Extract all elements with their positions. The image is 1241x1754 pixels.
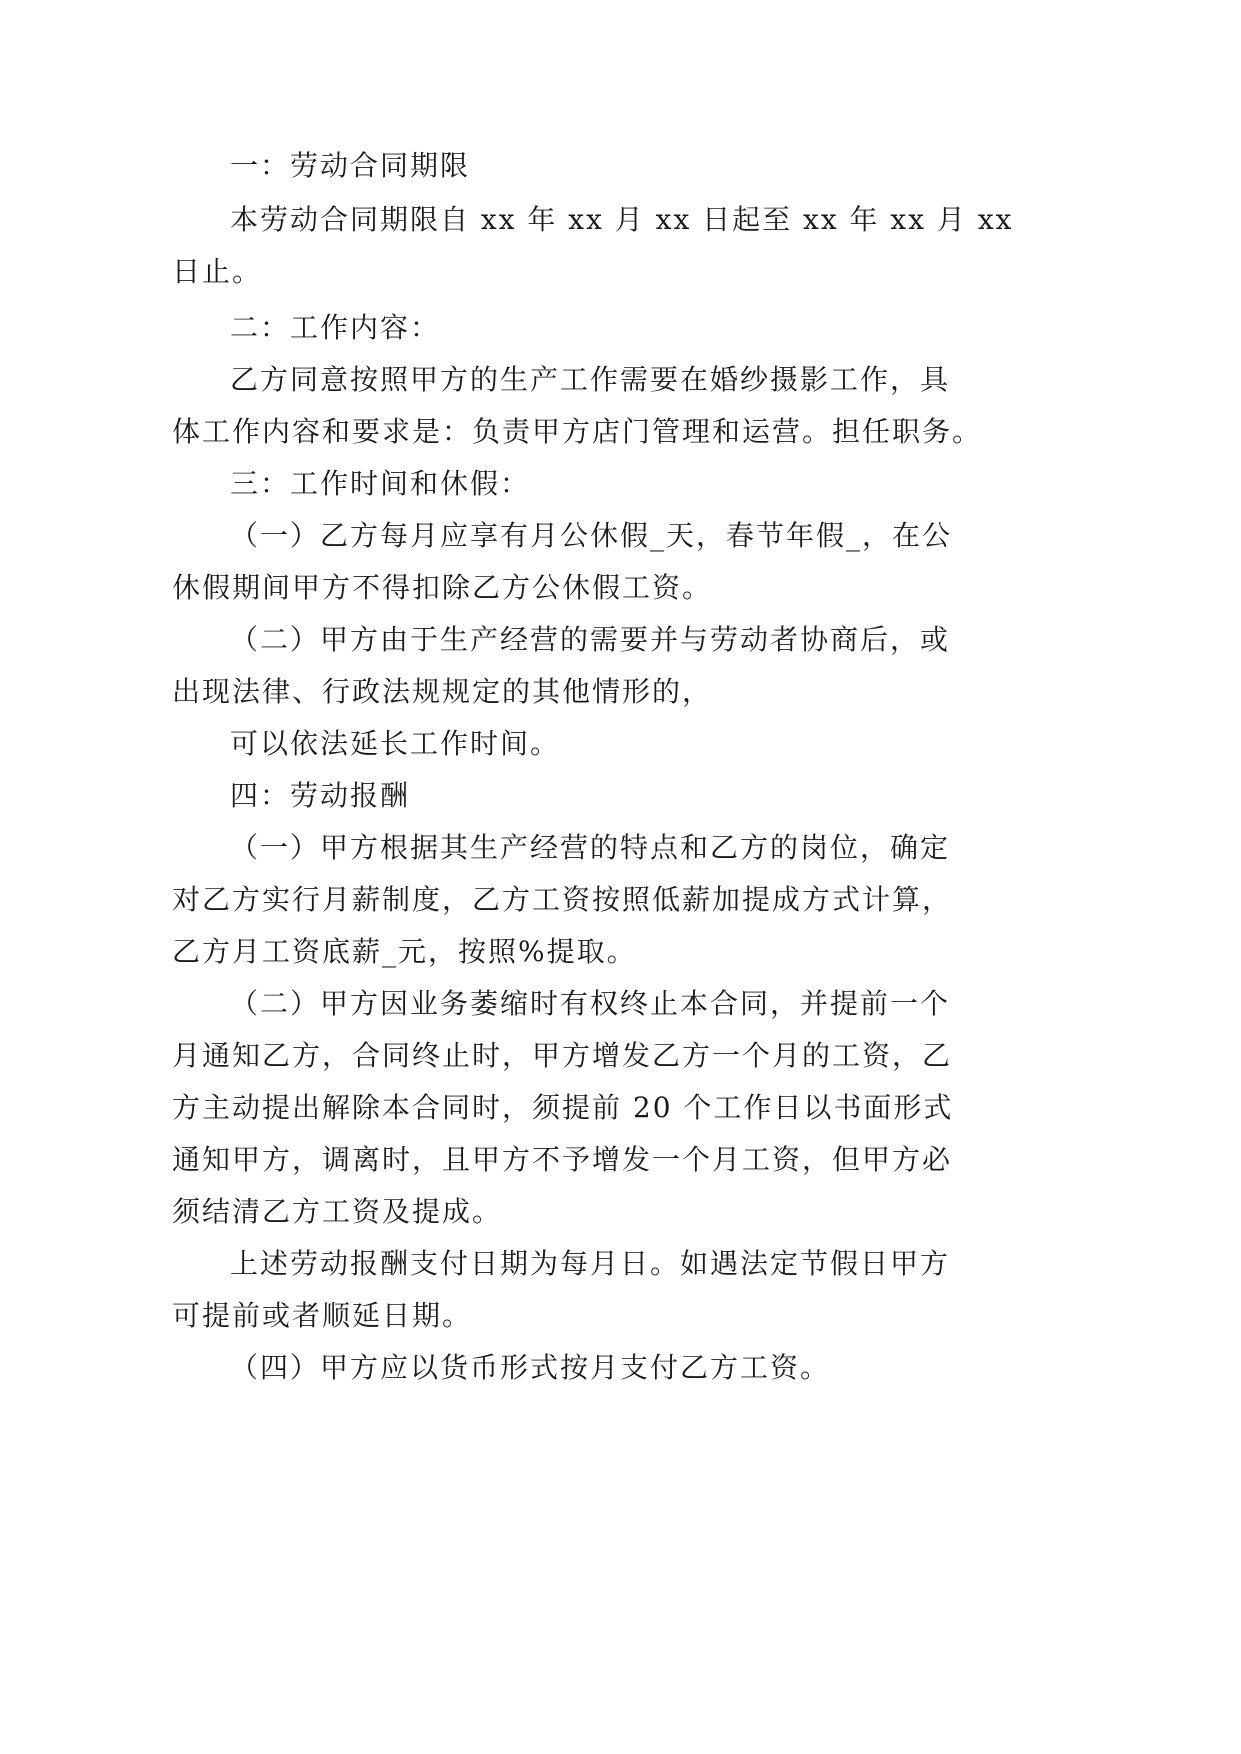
section-heading: 二：工作内容： (230, 311, 441, 344)
paragraph-line: 上述劳动报酬支付日期为每月日。如遇法定节假日甲方 (230, 1247, 951, 1280)
paragraph-line: 对乙方实行月薪制度，乙方工资按照低薪加提成方式计算， (172, 883, 953, 916)
section-heading: 四：劳动报酬 (230, 779, 411, 812)
paragraph-line: （四）甲方应以货币形式按月支付乙方工资。 (230, 1351, 831, 1384)
paragraph-line: 休假期间甲方不得扣除乙方公休假工资。 (172, 571, 713, 604)
paragraph-line: （二）甲方因业务萎缩时有权终止本合同，并提前一个 (230, 987, 951, 1020)
paragraph-line: 通知甲方，调离时，且甲方不予增发一个月工资，但甲方必 (172, 1143, 953, 1176)
paragraph-line: （一）甲方根据其生产经营的特点和乙方的岗位，确定 (230, 831, 951, 864)
paragraph-line: 乙方同意按照甲方的生产工作需要在婚纱摄影工作，具 (230, 363, 951, 396)
section-heading: 一：劳动合同期限 (230, 149, 471, 182)
paragraph-line: 可以依法延长工作时间。 (230, 727, 561, 760)
paragraph-line: 日止。 (172, 255, 263, 288)
paragraph-line: 本劳动合同期限自 xx 年 xx 月 xx 日起至 xx 年 xx 月 xx (230, 203, 1014, 236)
paragraph-line: 可提前或者顺延日期。 (172, 1299, 473, 1332)
paragraph-line: 出现法律、行政法规规定的其他情形的， (172, 675, 713, 708)
paragraph-line: 方主动提出解除本合同时，须提前 20 个工作日以书面形式 (172, 1091, 954, 1124)
paragraph-line: 月通知乙方，合同终止时，甲方增发乙方一个月的工资，乙 (172, 1039, 953, 1072)
paragraph-line: （二）甲方由于生产经营的需要并与劳动者协商后，或 (230, 623, 951, 656)
section-heading: 三：工作时间和休假： (230, 467, 531, 500)
paragraph-line: 体工作内容和要求是：负责甲方店门管理和运营。担任职务。 (172, 415, 983, 448)
paragraph-line: 须结清乙方工资及提成。 (172, 1195, 503, 1228)
paragraph-line: 乙方月工资底薪_元，按照%提取。 (172, 935, 637, 968)
paragraph-line: （一）乙方每月应享有月公休假_天，春节年假_，在公 (230, 519, 953, 552)
